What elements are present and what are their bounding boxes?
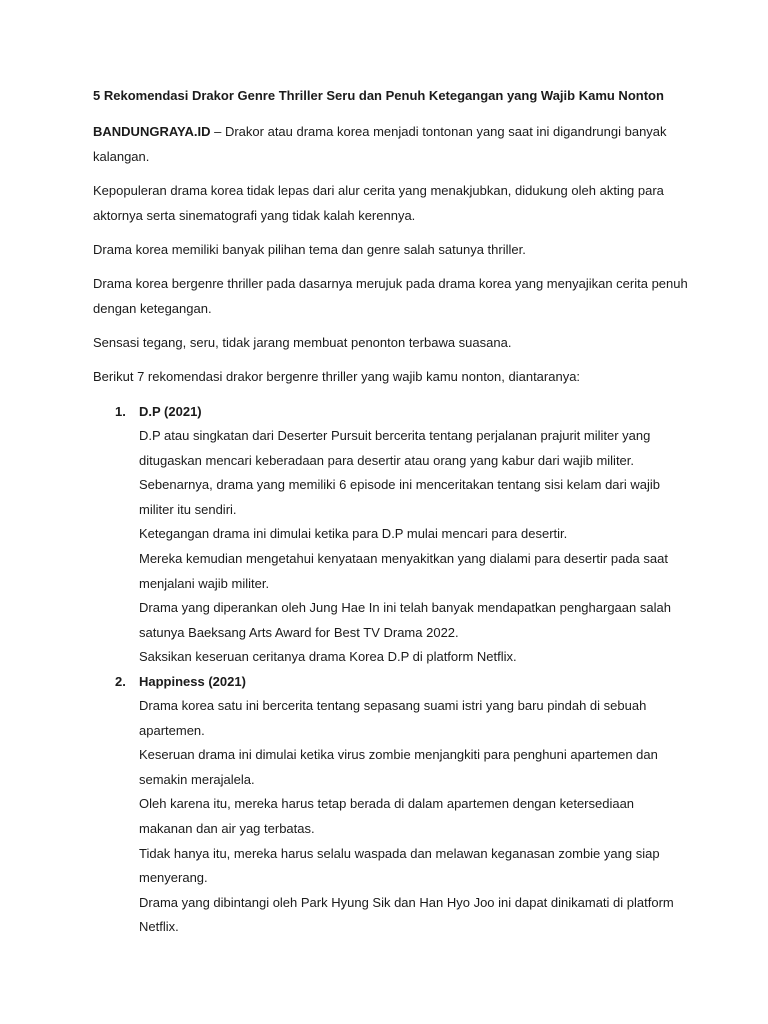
paragraph: Berikut 7 rekomendasi drakor bergenre thriller yang wajib kamu nonton, diantaranya: xyxy=(93,369,581,384)
list-item-line: Ketegangan drama ini dimulai ketika para D.P mulai mencari para desertir. xyxy=(139,526,568,542)
list-item-line: Drama yang dibintangi oleh Park Hyung Sik dan Han Hyo Joo ini dapat dinikamati di platform Netflix. xyxy=(139,894,674,935)
list-item-body xyxy=(139,424,688,670)
list-item-title: Happiness (2021) xyxy=(139,673,246,689)
list-item xyxy=(93,672,688,940)
list-marker: 1. xyxy=(115,404,126,419)
list-item-line: D.P atau singkatan dari Deserter Pursuit bercerita tentang perjalanan prajurit militer yang ditugaskan mencari keberadaan para desertir atau orang yang kabur dari wajib militer. xyxy=(139,428,651,468)
list-item-line: Drama korea satu ini bercerita tentang sepasang suami istri yang baru pindah di sebuah apartemen. xyxy=(139,697,647,738)
document-title: 5 Rekomendasi Drakor Genre Thriller Seru dan Penuh Ketegangan yang Wajib Kamu Nonton xyxy=(93,88,664,103)
paragraph: Drama korea bergenre thriller pada dasarnya merujuk pada drama korea yang menyajikan cerita penuh dengan ketegangan. xyxy=(93,276,688,316)
list-item-line: Drama yang diperankan oleh Jung Hae In ini telah banyak mendapatkan penghargaan salah satunya Baeksang Arts Award for Best TV Drama 2022. xyxy=(139,600,671,640)
list-item-line: Sebenarnya, drama yang memiliki 6 episode ini menceritakan tentang sisi kelam dari wajib militer itu sendiri. xyxy=(139,477,660,517)
list-item-line: Oleh karena itu, mereka harus tetap berada di dalam apartemen dengan ketersediaan makanan dan air yag terbatas. xyxy=(139,796,635,836)
list-item-body xyxy=(139,694,688,940)
paragraph: Drama korea memiliki banyak pilihan tema dan genre salah satunya thriller. xyxy=(93,242,526,257)
list-item-line: Saksikan keseruan ceritanya drama Korea D.P di platform Netflix. xyxy=(139,649,517,665)
lead-text: – Drakor atau drama korea menjadi tontonan yang saat ini digandrungi banyak kalangan. xyxy=(93,124,667,164)
list-item-line: Keseruan drama ini dimulai ketika virus zombie menjangkiti para penghuni apartemen dan semakin merajalela. xyxy=(139,747,658,787)
paragraph: Sensasi tegang, seru, tidak jarang membuat penonton terbawa suasana. xyxy=(93,335,512,350)
lead-brand: BANDUNGRAYA.ID xyxy=(93,124,211,139)
paragraph: Kepopuleran drama korea tidak lepas dari alur cerita yang menakjubkan, didukung oleh akting para aktornya serta sinematografi yang tidak kalah kerennya. xyxy=(93,183,664,223)
list-item-line: Tidak hanya itu, mereka harus selalu waspada dan melawan keganasan zombie yang siap menyerang. xyxy=(139,845,660,886)
list-marker: 2. xyxy=(115,673,126,689)
list-item xyxy=(93,402,688,670)
list-item-title: D.P (2021) xyxy=(139,404,202,419)
recommendation-list xyxy=(93,402,688,940)
lead-paragraph xyxy=(93,119,688,169)
list-item-line: Mereka kemudian mengetahui kenyataan menyakitkan yang dialami para desertir pada saat menjalani wajib militer. xyxy=(139,550,668,591)
